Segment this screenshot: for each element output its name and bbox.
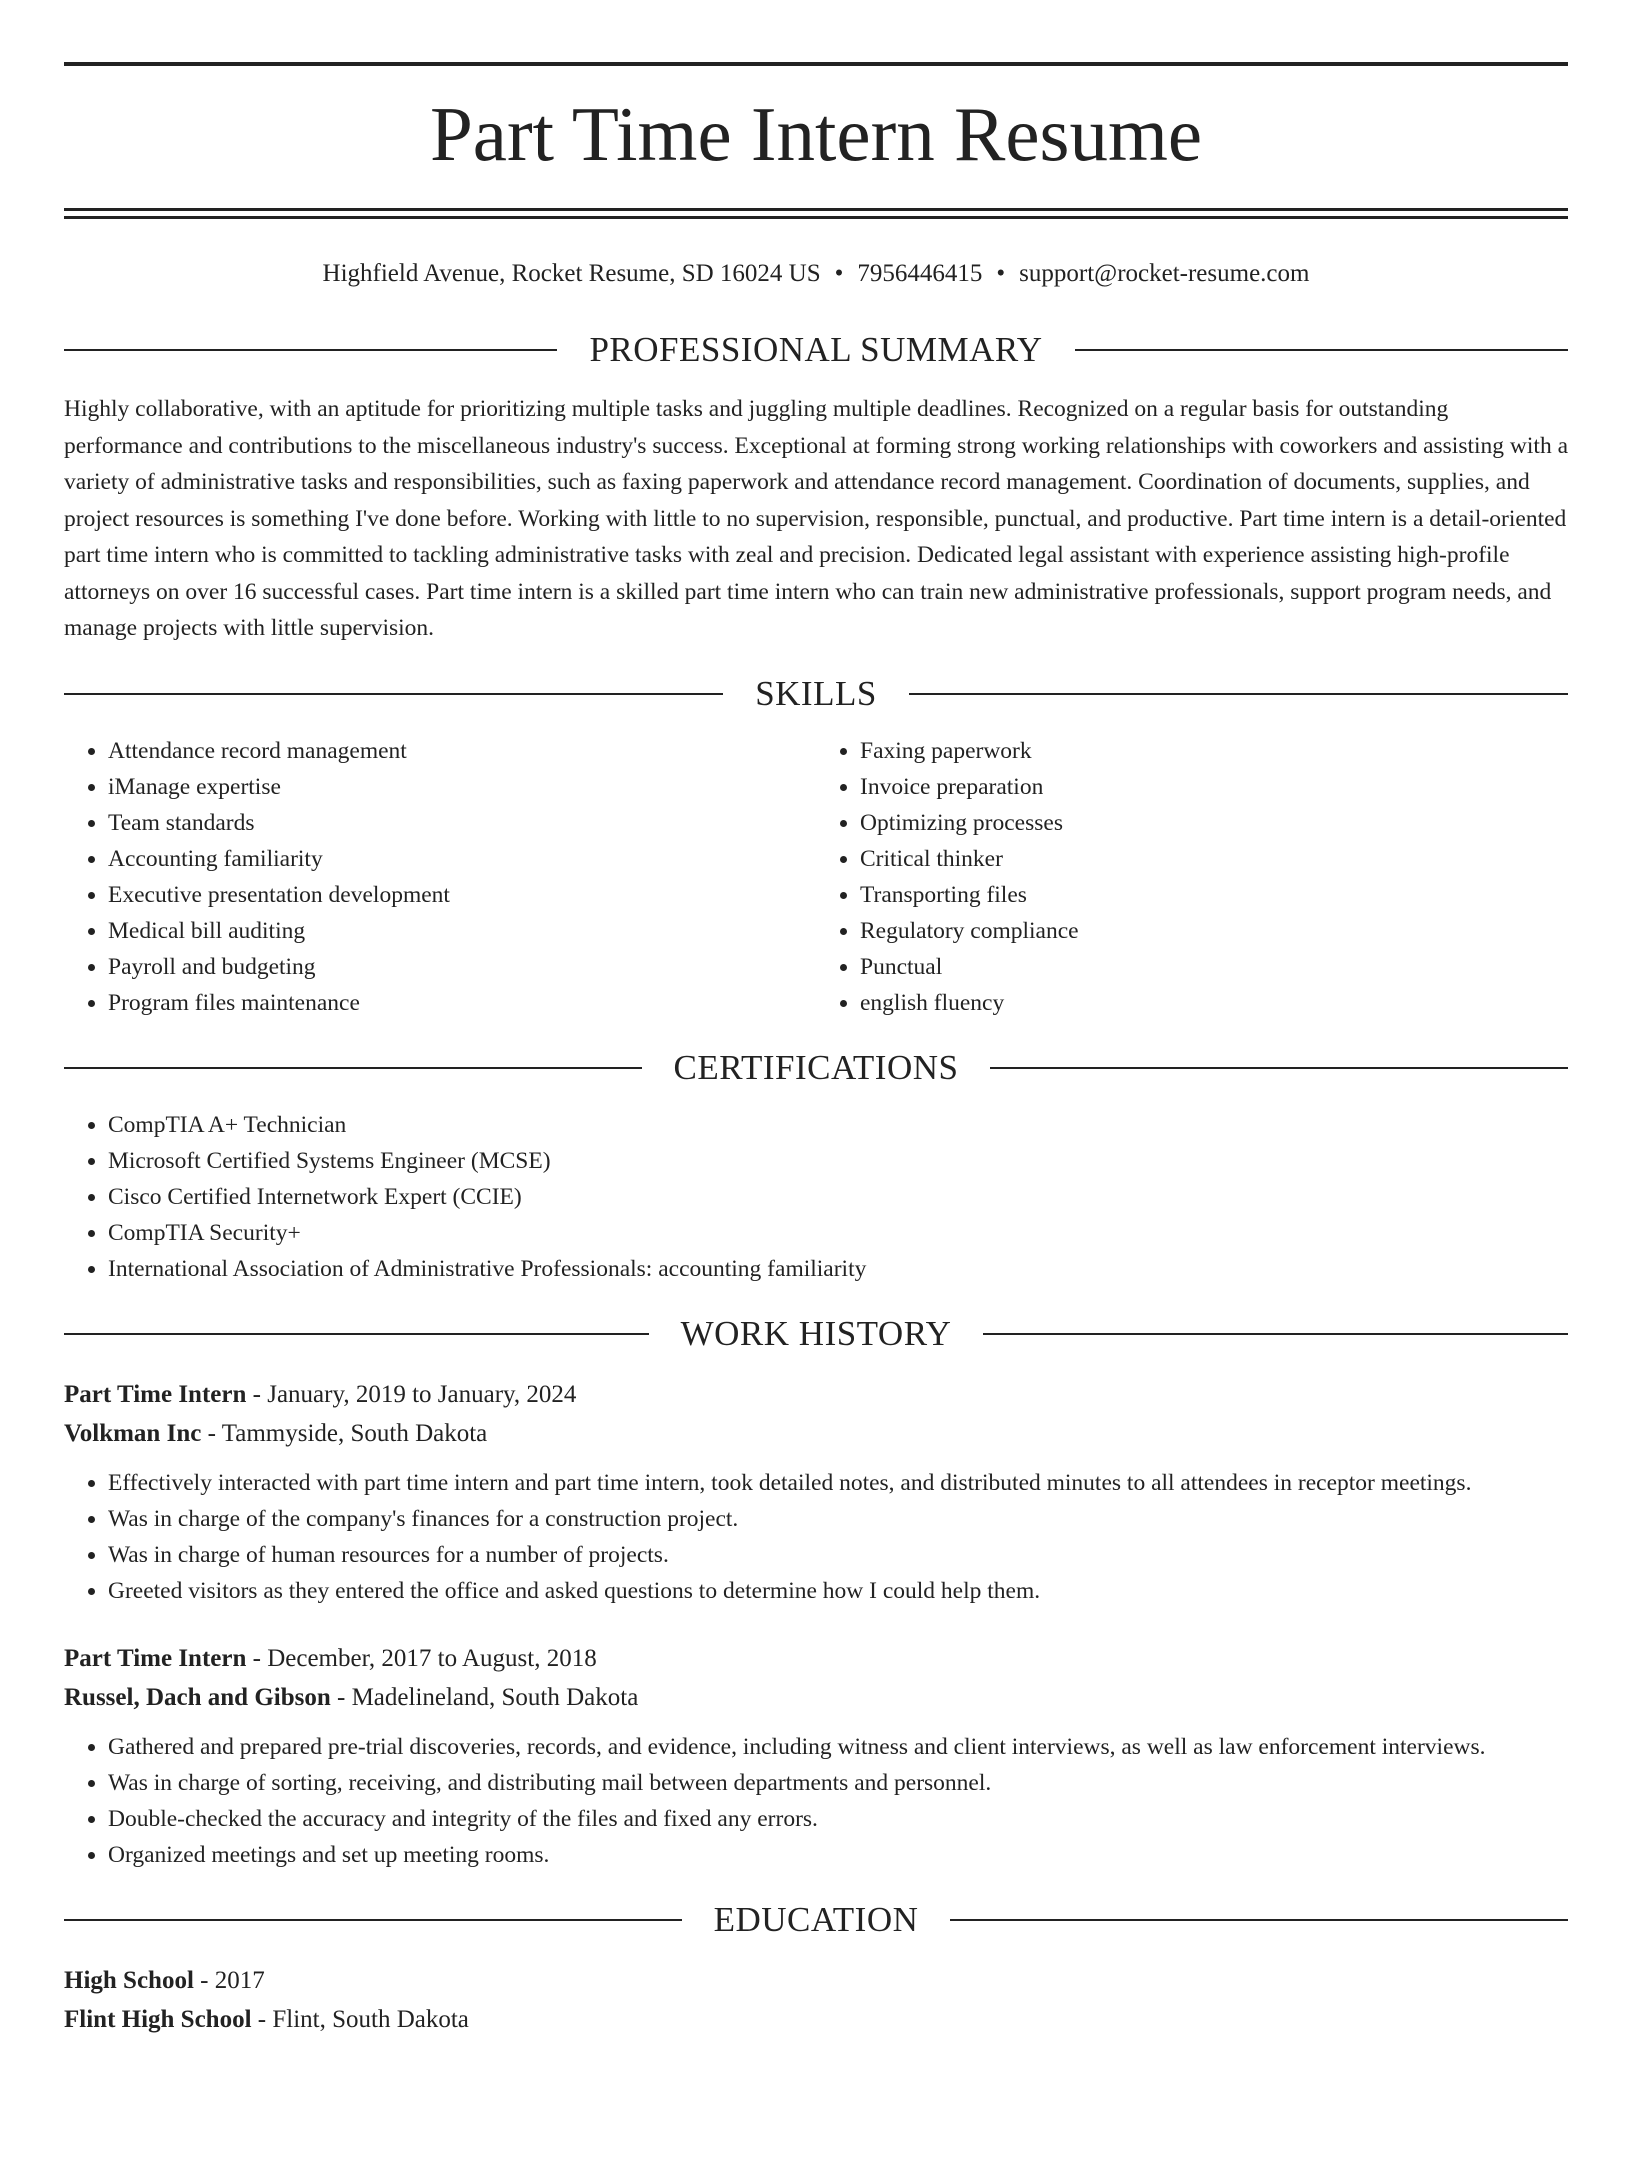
heading-rule-left xyxy=(64,1919,682,1921)
job-duties-list xyxy=(64,1465,1568,1609)
work-history-section-heading xyxy=(64,1307,1568,1361)
job-entry xyxy=(64,1375,1568,1609)
job-company: Russel, Dach and Gibson xyxy=(64,1683,331,1711)
skill-item: • Program files maintenance xyxy=(108,985,816,1021)
summary-heading-label: PROFESSIONAL SUMMARY xyxy=(589,330,1043,369)
skill-item: • Payroll and budgeting xyxy=(108,949,816,985)
education-school-line xyxy=(64,2000,1568,2039)
heading-rule-right xyxy=(909,693,1568,695)
skills-column-left xyxy=(64,733,816,1021)
job-duty-item: • Was in charge of human resources for a number of projects. xyxy=(108,1537,1568,1573)
contact-address: Highfield Avenue, Rocket Resume, SD 16024 US xyxy=(322,260,821,287)
heading-rule-left xyxy=(64,1333,649,1335)
skill-item: • Invoice preparation xyxy=(860,769,1568,805)
summary-section-heading xyxy=(64,323,1568,377)
professional-summary-text: Highly collaborative, with an aptitude for prioritizing multiple tasks and juggling multiple deadlines. Recognized on a regular basis for outstanding performance and contributions to the miscellaneous industry's success. Exceptional at forming strong working relationships with coworkers and assisting with a variety of administrative tasks and responsibilities, such as faxing paperwork and attendance record management. Coordination of documents, supplies, and project resources is something I've done before. Working with little to no supervision, responsible, punctual, and productive. Part time intern is a detail-oriented part time intern who is committed to tackling administrative tasks with zeal and precision. Dedicated legal assistant with experience assisting high-profile attorneys on over 16 successful cases. Part time intern is a skilled part time intern who can train new administrative professionals, support program needs, and manage projects with little supervision. xyxy=(64,396,1568,641)
job-duties-list xyxy=(64,1729,1568,1873)
skill-item: • Transporting files xyxy=(860,877,1568,913)
job-duty-item: • Was in charge of sorting, receiving, and distributing mail between departments and personnel. xyxy=(108,1765,1568,1801)
job-location: - Madelineland, South Dakota xyxy=(330,1683,639,1711)
resume-page xyxy=(0,62,1632,2174)
job-duty-item: • Effectively interacted with part time intern and part time intern, took detailed notes, and distributed minutes to all attendees in receptor meetings. xyxy=(108,1465,1568,1501)
job-location: - Tammyside, South Dakota xyxy=(201,1419,488,1447)
heading-rule-left xyxy=(64,1067,642,1069)
contact-separator: • xyxy=(996,260,1006,287)
skills-heading-label: SKILLS xyxy=(755,673,877,713)
skills-list-right xyxy=(816,733,1568,1021)
heading-rule-right xyxy=(990,1067,1568,1069)
skill-item: • Attendance record management xyxy=(108,733,816,769)
skill-item: • Medical bill auditing xyxy=(108,913,816,949)
skills-column-right xyxy=(816,733,1568,1021)
job-duty-item: • Was in charge of the company's finances for a construction project. xyxy=(108,1501,1568,1537)
skill-item: • english fluency xyxy=(860,985,1568,1021)
certification-item: • Microsoft Certified Systems Engineer (MCSE) xyxy=(108,1143,1568,1179)
heading-rule-right xyxy=(983,1333,1568,1335)
skills-columns xyxy=(64,733,1568,1021)
contact-email: support@rocket-resume.com xyxy=(1019,260,1310,287)
skill-item: • Executive presentation development xyxy=(108,877,816,913)
heading-rule-left xyxy=(64,349,557,351)
skill-item: • Optimizing processes xyxy=(860,805,1568,841)
education-school: Flint High School xyxy=(64,2005,252,2033)
job-title: Part Time Intern xyxy=(64,1380,247,1408)
skill-item: • Punctual xyxy=(860,949,1568,985)
certifications-block xyxy=(64,1107,1568,1287)
job-duty-item: • Gathered and prepared pre-trial discoveries, records, and evidence, including witness and client interviews, as well as law enforcement interviews. xyxy=(108,1729,1568,1765)
certification-item: • International Association of Administrative Professionals: accounting familiarity xyxy=(108,1251,1568,1287)
skill-item: • Regulatory compliance xyxy=(860,913,1568,949)
education-section-heading xyxy=(64,1893,1568,1947)
job-duty-item: • Organized meetings and set up meeting rooms. xyxy=(108,1837,1568,1873)
job-company: Volkman Inc xyxy=(64,1419,202,1447)
top-rule xyxy=(64,62,1568,66)
heading-rule-right xyxy=(950,1919,1568,1921)
job-title: Part Time Intern xyxy=(64,1644,247,1672)
education-entry xyxy=(64,1961,1568,2039)
job-company-line xyxy=(64,1678,1568,1717)
resume-title: Part Time Intern Resume xyxy=(429,91,1203,177)
contact-phone: 7956446415 xyxy=(857,260,983,287)
title-double-rule xyxy=(64,208,1568,219)
job-company-line xyxy=(64,1414,1568,1453)
job-dates: - December, 2017 to August, 2018 xyxy=(246,1644,597,1672)
skill-item: • Accounting familiarity xyxy=(108,841,816,877)
job-entry xyxy=(64,1639,1568,1873)
skill-item: • Critical thinker xyxy=(860,841,1568,877)
certification-item: • CompTIA A+ Technician xyxy=(108,1107,1568,1143)
job-title-line xyxy=(64,1375,1568,1414)
certifications-heading-label: CERTIFICATIONS xyxy=(673,1047,959,1087)
skill-item: • Team standards xyxy=(108,805,816,841)
work-history-heading-label: WORK HISTORY xyxy=(680,1313,952,1353)
certifications-section-heading xyxy=(64,1041,1568,1095)
job-duty-item: • Greeted visitors as they entered the office and asked questions to determine how I could help them. xyxy=(108,1573,1568,1609)
education-degree: High School xyxy=(64,1966,194,1994)
heading-rule-right xyxy=(1075,349,1568,351)
skills-section-heading xyxy=(64,667,1568,721)
skill-item: • iManage expertise xyxy=(108,769,816,805)
heading-rule-left xyxy=(64,693,723,695)
certification-item: • Cisco Certified Internetwork Expert (CCIE) xyxy=(108,1179,1568,1215)
education-location: - Flint, South Dakota xyxy=(251,2005,469,2033)
certification-item: • CompTIA Security+ xyxy=(108,1215,1568,1251)
job-title-line xyxy=(64,1639,1568,1678)
contact-separator: • xyxy=(834,260,844,287)
contact-line xyxy=(64,257,1568,291)
job-dates: - January, 2019 to January, 2024 xyxy=(246,1380,577,1408)
job-duty-item: • Double-checked the accuracy and integrity of the files and fixed any errors. xyxy=(108,1801,1568,1837)
certifications-list xyxy=(64,1107,1568,1287)
education-degree-line xyxy=(64,1961,1568,2000)
skills-list-left xyxy=(64,733,816,1021)
skill-item: • Faxing paperwork xyxy=(860,733,1568,769)
education-heading-label: EDUCATION xyxy=(713,1899,919,1939)
education-year: - 2017 xyxy=(193,1966,265,1994)
